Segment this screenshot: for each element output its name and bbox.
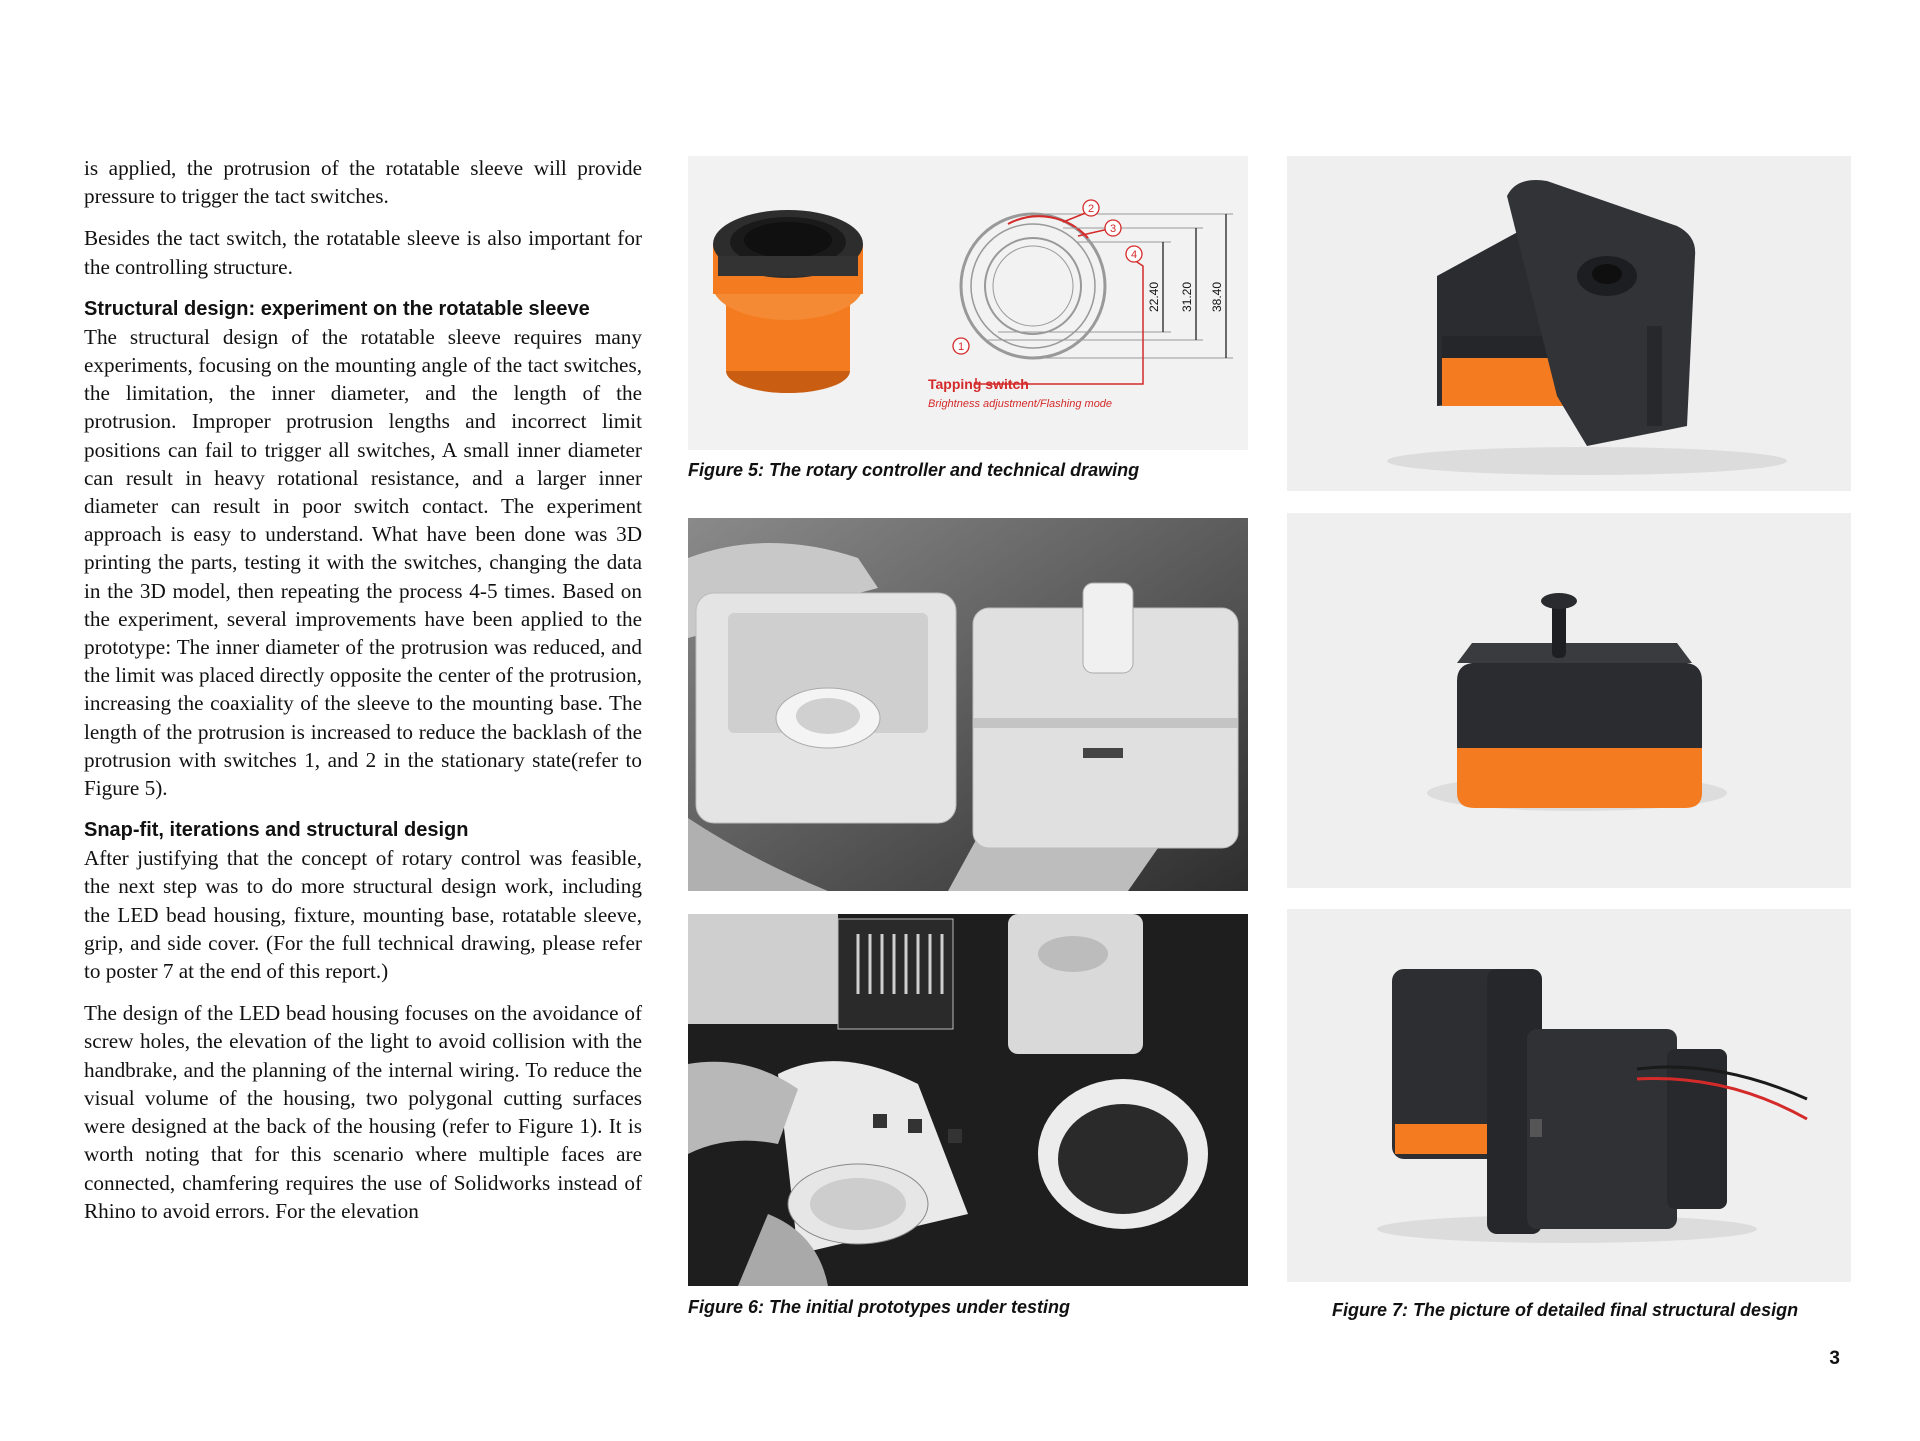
tapping-switch-sublabel: Brightness adjustment/Flashing mode — [928, 398, 1113, 410]
section-heading-snapfit: Snap-fit, iterations and structural design — [84, 819, 469, 842]
tapping-switch-label: Tapping switch — [928, 376, 1029, 392]
figure-7-bottom-image — [1287, 909, 1851, 1282]
paragraph-3: The structural design of the rotatable sleeve requires many experiments, focusing on the mounting angle of the tact switches, the limitation, the inner diameter, and the length of the protrusion. Improper protrusion lengths and incorrect limit positions can fail to trigger all switches, A small inner diameter can result in heavy rotational resistance, and a larger inner diameter can result in poor switch contact. The experiment approach is easy to understand. What have been done was 3D printing the parts, testing it with the switches, changing the data in the 3D model, then repeating the process 4-5 times. Based on the experiment, several improvements have been applied to the prototype: The inner diameter of the protrusion was reduced, and the limit was placed directly opposite the center of the protrusion, increasing the coaxiality of the sleeve to the mounting base. The length of the protrusion is increased to reduce the backlash of the protrusion with switches 1, and 2 in the stationary state(refer to Figure 5). — [84, 324, 642, 801]
figure-5-image — [688, 156, 1248, 450]
body-text-column — [84, 154, 642, 1239]
svg-text:4: 4 — [1130, 249, 1138, 261]
page-number: 3 — [1829, 1348, 1840, 1369]
paragraph-1: is applied, the protrusion of the rotatable sleeve will provide pressure to trigger the tact switches. — [84, 156, 642, 209]
figure-7-top-image — [1287, 156, 1851, 491]
paragraph-2: Besides the tact switch, the rotatable sleeve is also important for the controlling structure. — [84, 226, 642, 279]
paragraph-4: After justifying that the concept of rotary control was feasible, the next step was to do more structural design work, including the LED bead housing, fixture, mounting base, rotatable sleeve, grip, and side cover. (For the full technical drawing, please refer to poster 7 at the end of this report.) — [84, 846, 642, 984]
figure-7-middle-image — [1287, 513, 1851, 888]
rotary-controller-photo — [713, 210, 863, 393]
pcb-board — [838, 919, 953, 1029]
prototype-housing-open — [696, 593, 956, 823]
svg-text:38.40: 38.40 — [1210, 281, 1224, 312]
figure-7-caption: Figure 7: The picture of detailed final structural design — [1332, 1300, 1799, 1320]
figure-6-caption: Figure 6: The initial prototypes under testing — [688, 1297, 1071, 1317]
section-heading-sleeve: Structural design: experiment on the rotatable sleeve — [84, 297, 590, 320]
figure-6-bottom-image — [688, 914, 1248, 1286]
paragraph-5: The design of the LED bead housing focuses on the avoidance of screw holes, the elevation of the light to avoid collision with the handbrake, and the planning of the internal wiring. To reduce the visual volume of the housing, two polygonal cutting surfaces were designed at the back of the housing (refer to Figure 1). It is worth noting that for this scenario where multiple faces are connected, chamfering requires the use of Solidworks instead of Rhino to avoid errors. For the elevation — [84, 1001, 642, 1223]
svg-text:1: 1 — [957, 341, 965, 353]
figure-5-caption: Figure 5: The rotary controller and technical drawing — [688, 460, 1140, 480]
prototype-base — [973, 583, 1238, 848]
svg-text:22.40: 22.40 — [1147, 281, 1161, 312]
figure-6-top-image — [688, 518, 1248, 891]
svg-text:31.20: 31.20 — [1180, 281, 1194, 312]
svg-text:3: 3 — [1109, 223, 1117, 235]
svg-text:2: 2 — [1087, 203, 1095, 215]
dimension-values — [1147, 282, 1224, 312]
